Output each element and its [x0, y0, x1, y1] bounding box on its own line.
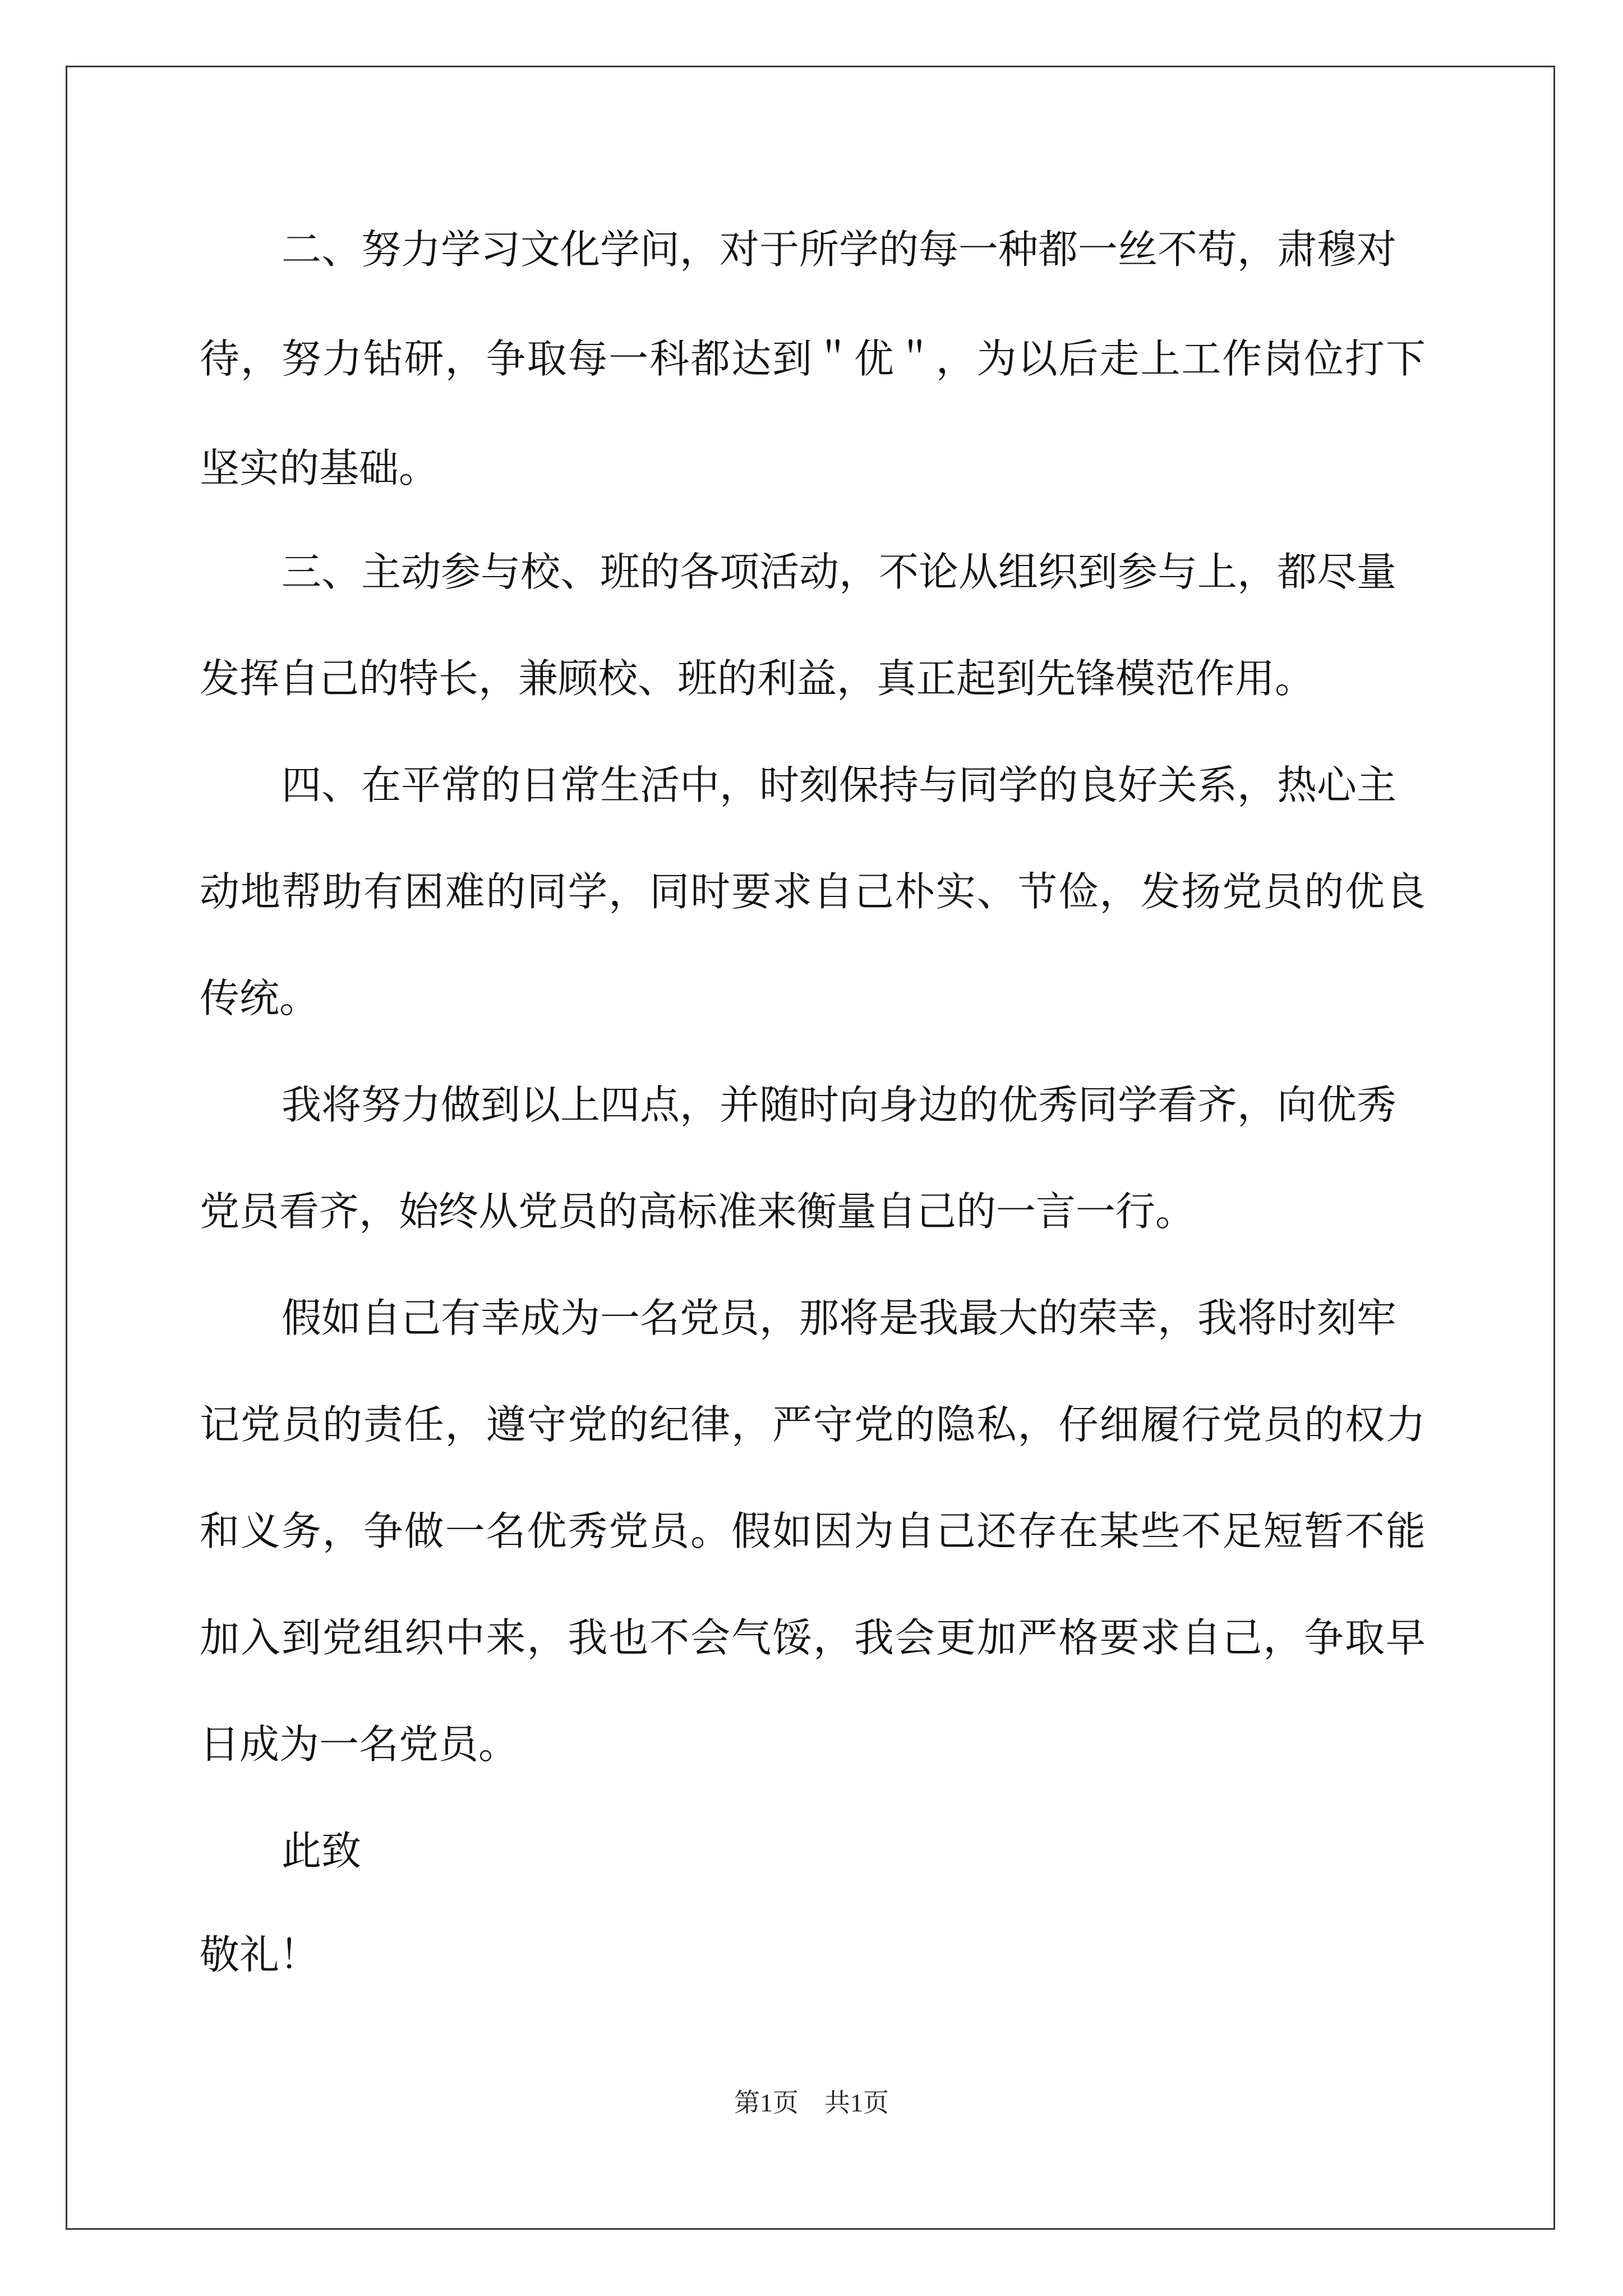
paragraph-2-line-2: 发挥自己的特长，兼顾校、班的利益，真正起到先锋模范作用。 — [200, 655, 1315, 702]
salutation-text: 敬礼！ — [200, 1931, 320, 1978]
paragraph-5-line-4: 加入到党组织中来，我也不会气馁，我会更加严格要求自己，争取早 — [200, 1614, 1426, 1661]
paragraph-5-line-1: 假如自己有幸成为一名党员，那将是我最大的荣幸，我将时刻牢 — [282, 1295, 1397, 1341]
paragraph-1-line-2: 待，努力钻研，争取每一科都达到＂优＂，为以后走上工作岗位打下 — [200, 335, 1426, 382]
paragraph-3-line-3: 传统。 — [200, 975, 320, 1022]
paragraph-4-line-1: 我将努力做到以上四点，并随时向身边的优秀同学看齐，向优秀 — [282, 1082, 1397, 1128]
paragraph-1-line-3: 坚实的基础。 — [200, 445, 439, 491]
page-footer: 第1页 共1页 — [734, 2088, 889, 2117]
closing-text: 此致 — [282, 1828, 362, 1874]
paragraph-1-line-1: 二、努力学习文化学问，对于所学的每一种都一丝不苟，肃穆对 — [282, 226, 1397, 273]
paragraph-5-line-2: 记党员的责任，遵守党的纪律，严守党的隐私，仔细履行党员的权力 — [200, 1401, 1426, 1448]
page-border — [66, 66, 1555, 2230]
paragraph-5-line-5: 日成为一名党员。 — [200, 1721, 519, 1768]
paragraph-5-line-3: 和义务，争做一名优秀党员。假如因为自己还存在某些不足短暂不能 — [200, 1508, 1426, 1554]
paragraph-2-line-1: 三、主动参与校、班的各项活动，不论从组织到参与上，都尽量 — [282, 549, 1397, 595]
paragraph-3-line-1: 四、在平常的日常生活中，时刻保持与同学的良好关系，热心主 — [282, 762, 1397, 808]
paragraph-4-line-2: 党员看齐，始终从党员的高标准来衡量自己的一言一行。 — [200, 1188, 1196, 1235]
paragraph-3-line-2: 动地帮助有困难的同学，同时要求自己朴实、节俭，发扬党员的优良 — [200, 868, 1426, 915]
